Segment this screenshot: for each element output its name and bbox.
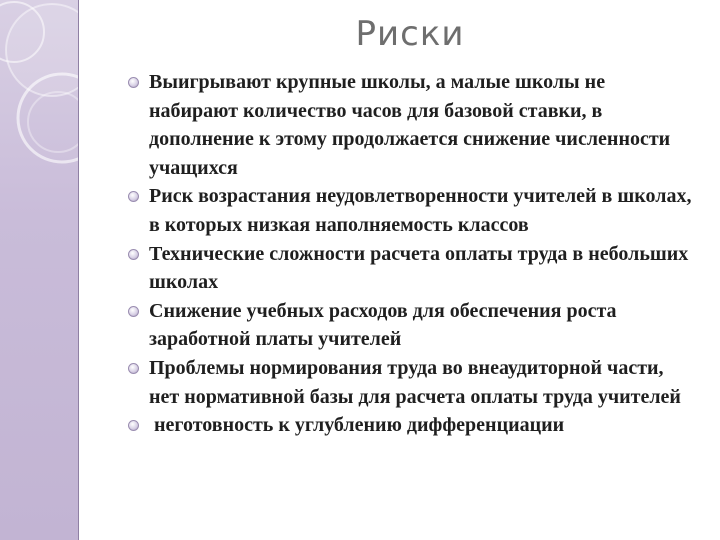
bullet-dot-icon xyxy=(128,420,139,431)
bullet-text: Проблемы нормирования труда во внеаудиторной части, нет нормативной базы для расчета оплаты труда учителей xyxy=(149,356,681,408)
bullet-dot-icon xyxy=(128,249,139,260)
bullet-dot-icon xyxy=(128,306,139,317)
bullet-item xyxy=(128,297,698,354)
bullet-text: Технические сложности расчета оплаты труда в небольших школах xyxy=(149,242,689,294)
slide-title: Риски xyxy=(355,14,465,54)
bullet-text: неготовность к углублению дифференциации xyxy=(149,414,565,437)
deco-circle-large xyxy=(6,4,78,96)
bullet-list xyxy=(128,68,698,440)
bullet-item xyxy=(128,182,698,239)
decorative-side-panel xyxy=(0,0,78,540)
deco-circle-inner xyxy=(28,92,78,152)
bullet-item xyxy=(128,68,698,182)
bullet-text: Выигрывают крупные школы, а малые школы не набирают количество часов для базовой ставки, в дополнение к этому продолжается снижение численности учащихся xyxy=(149,71,671,179)
panel-divider xyxy=(78,0,79,540)
bullet-dot-icon xyxy=(128,363,139,374)
bullet-item xyxy=(128,354,698,411)
decorative-circles xyxy=(0,0,78,540)
bullet-dot-icon xyxy=(128,191,139,202)
bullet-item xyxy=(128,240,698,297)
bullet-text: Риск возрастания неудовлетворенности учителей в школах, в которых низкая наполняемость классов xyxy=(149,185,692,236)
bullet-text: Снижение учебных расходов для обеспечения роста заработной платы учителей xyxy=(149,299,617,351)
bullet-dot-icon xyxy=(128,77,139,88)
bullet-item xyxy=(128,411,698,440)
